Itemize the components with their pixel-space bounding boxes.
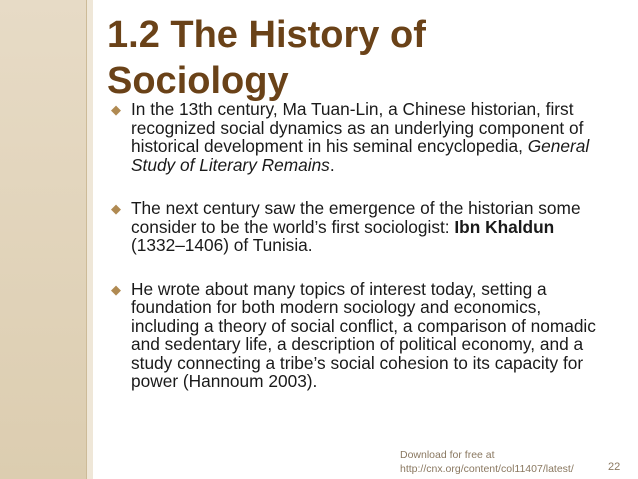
bullet-text-part: In the 13th century, Ma Tuan-Lin, a Chinese historian, first recognized social dynamics as an underlying component of historical development in his seminal encyclopedia, xyxy=(131,99,584,156)
bullet-item xyxy=(107,100,612,174)
bullet-text-part: (1332–1406) of Tunisia. xyxy=(131,235,313,255)
book-title: General Study of Literary Remains xyxy=(131,136,590,175)
slide-title xyxy=(107,12,607,104)
bullet-item xyxy=(107,280,612,391)
bullet-text-part: The next century saw the emergence of the historian some consider to be the world’s first sociologist: xyxy=(131,198,581,237)
bullet-text-part: He wrote about many topics of interest today, setting a foundation for both modern sociology and economics, including a theory of social conflict, a comparison of nomadic and sedentary life, a description of political economy, and a study connecting a tribe’s social cohesion to its capacity for power (Hannoum 2003). xyxy=(131,278,596,391)
sociologist-name: Ibn Khaldun xyxy=(454,216,555,237)
bullet-marker-icon: ◆ xyxy=(111,281,121,297)
bullet-text-part: . xyxy=(329,154,335,175)
slide-title-line1: 1.2 The History of xyxy=(107,14,426,56)
download-link-line1: Download for free at xyxy=(400,449,495,461)
sidebar-edge xyxy=(86,0,93,479)
bullet-list xyxy=(107,100,612,416)
slide-number: 22 xyxy=(608,461,621,473)
bullet-text xyxy=(131,99,589,175)
slide-title-line2: Sociology xyxy=(107,60,289,102)
download-link-url[interactable]: http://cnx.org/content/col11407/latest/ xyxy=(400,463,574,475)
download-link[interactable] xyxy=(400,448,600,476)
bullet-text xyxy=(131,279,596,392)
decorative-sidebar xyxy=(0,0,93,479)
bullet-marker-icon: ◆ xyxy=(111,102,121,117)
bullet-marker-icon: ◆ xyxy=(111,201,121,216)
bullet-text xyxy=(131,198,581,255)
bullet-item xyxy=(107,199,612,255)
